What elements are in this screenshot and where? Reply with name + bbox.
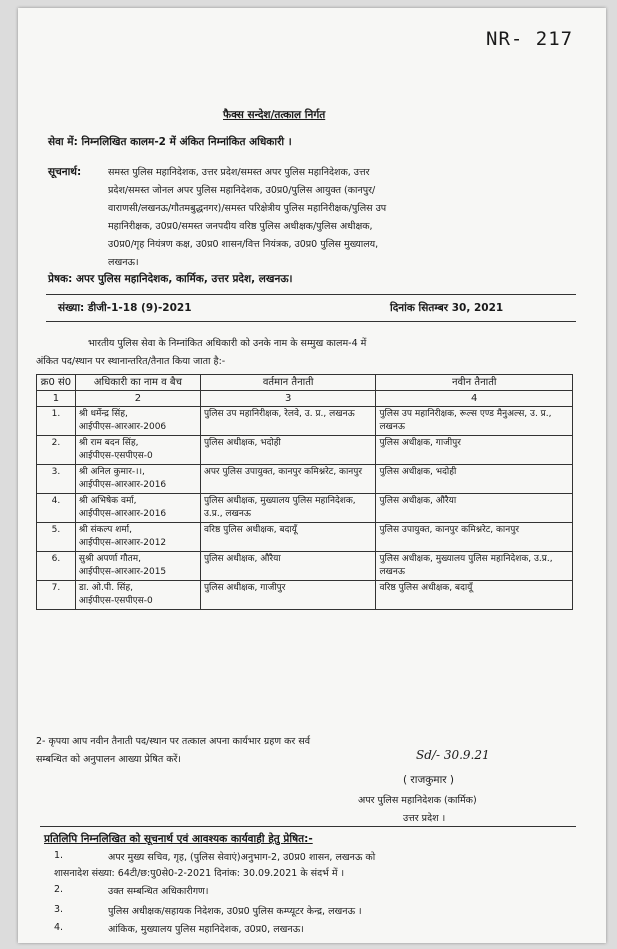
divider: [40, 826, 576, 827]
para2-line: 2- कृपया आप नवीन तैनाती पद/स्थान पर तत्काल अपना कार्यभार ग्रहण कर सर्व: [36, 736, 311, 747]
row-current-posting: पुलिस अधीक्षक, भदोही: [200, 436, 376, 465]
header-new: नवीन तैनाती: [376, 375, 573, 391]
suchnarth-line: वाराणसी/लखनऊ/गौतमबुद्धनगर)/समस्त परिक्षेत्रीय पुलिस महानिरीक्षक/पुलिस उप: [108, 203, 387, 214]
suchnarth-line: प्रदेश/समस्त जोनल अपर पुलिस महानिदेशक, उ0प्र0/पुलिस आयुक्त (कानपुर/: [108, 185, 376, 196]
row-officer: [75, 465, 200, 494]
header-name: अधिकारी का नाम व बैच: [75, 375, 200, 391]
suchnarth-line: महानिरीक्षक, उ0प्र0/समस्त जनपदीय वरिष्ठ पुलिस अधीक्षक/पुलिस अधीक्षक,: [108, 221, 373, 232]
officer-batch: आईपीएस-आरआर-2006: [78, 422, 167, 432]
copy-number: 1.: [54, 850, 64, 861]
suchnarth-line: लखनऊ।: [108, 257, 139, 268]
para2-line: सम्बन्धित को अनुपालन आख्या प्रेषित करें।: [36, 754, 182, 765]
officer-batch: आईपीएस-आरआर-2016: [78, 480, 167, 490]
row-serial: 4.: [37, 494, 76, 523]
reference-number: NR- 217: [486, 28, 574, 50]
signatory-state: उत्तर प्रदेश ।: [403, 813, 446, 824]
row-current-posting: वरिष्ठ पुलिस अधीक्षक, बदायूँ: [200, 523, 376, 552]
seva-me-line: सेवा में: निम्नलिखित कालम-2 में अंकित निम्नांकित अधिकारी ।: [48, 136, 292, 148]
row-new-posting: पुलिस उपायुक्त, कानपुर कमिश्नरेट, कानपुर: [376, 523, 573, 552]
document-heading: फैक्स सन्देश/तत्काल निर्गत: [223, 109, 326, 121]
table-row: [37, 465, 573, 494]
officer-name: श्री धर्मेन्द्र सिंह,: [78, 409, 128, 419]
divider: [46, 294, 576, 295]
document-page: [18, 8, 606, 943]
suchnarth-line: समस्त पुलिस महानिदेशक, उत्तर प्रदेश/समस्त अपर पुलिस महानिदेशक, उत्तर: [108, 167, 370, 178]
copy-heading: प्रतिलिपि निम्नलिखित को सूचनार्थ एवं आवश्यक कार्यवाही हेतु प्रेषित:-: [44, 833, 313, 845]
divider: [46, 321, 576, 322]
row-officer: [75, 494, 200, 523]
table-row: [37, 407, 573, 436]
table-colnum-row: [37, 391, 573, 407]
colnum: 2: [75, 391, 200, 407]
row-officer: [75, 523, 200, 552]
row-serial: 1.: [37, 407, 76, 436]
copy-line: अपर मुख्य सचिव, गृह, (पुलिस सेवाएं)अनुभाग-2, उ0प्र0 शासन, लखनऊ को: [108, 852, 376, 863]
header-serial: क्र0 सं0: [37, 375, 76, 391]
officer-name: डा. ओ.पी. सिंह,: [78, 583, 134, 593]
officer-batch: आईपीएस-आरआर-2016: [78, 509, 167, 519]
row-officer: [75, 552, 200, 581]
row-serial: 2.: [37, 436, 76, 465]
officer-name: श्री राम बदन सिंह,: [78, 438, 139, 448]
table-row: [37, 494, 573, 523]
row-officer: [75, 436, 200, 465]
officer-name: श्री संकल्प शर्मा,: [78, 525, 132, 535]
table-row: [37, 436, 573, 465]
row-officer: [75, 407, 200, 436]
intro-line: अंकित पद/स्थान पर स्थानान्तरित/तैनात किया जाता है:-: [36, 356, 226, 367]
copy-number: 2.: [54, 884, 64, 895]
officer-batch: आईपीएस-एसपीएस-0: [78, 596, 153, 606]
copy-line: उक्त सम्बन्धित अधिकारीगण।: [108, 886, 209, 897]
copy-line: आंकिक, मुख्यालय पुलिस महानिदेशक, उ0प्र0, लखनऊ।: [108, 924, 304, 935]
row-current-posting: पुलिस अधीक्षक, गाजीपुर: [200, 581, 376, 610]
signature-scribble: Sd/- 30.9.21: [416, 748, 490, 762]
suchnarth-label: सूचनार्थ:: [48, 166, 82, 178]
officer-name: श्री अनिल कुमार-।।,: [78, 467, 145, 477]
row-new-posting: पुलिस अधीक्षक, गाजीपुर: [376, 436, 573, 465]
row-new-posting: पुलिस अधीक्षक, औरैया: [376, 494, 573, 523]
copy-number: 3.: [54, 904, 64, 915]
officer-name: सुश्री अपर्णा गौतम,: [78, 554, 141, 564]
row-new-posting: वरिष्ठ पुलिस अधीक्षक, बदायूँ: [376, 581, 573, 610]
posting-table: [36, 374, 573, 610]
copy-line: शासनादेश संख्या: 64टी/छ:पु0से0-2-2021 दिनांक: 30.09.2021 के संदर्भ में ।: [54, 868, 345, 879]
row-officer: [75, 581, 200, 610]
suchnarth-line: उ0प्र0/गृह नियंत्रण कक्ष, उ0प्र0 शासन/वित्त नियंत्रक, उ0प्र0 पुलिस मुख्यालय,: [108, 239, 379, 250]
sankhya: संख्या: डीजी-1-18 (9)-2021: [58, 302, 192, 314]
table-row: [37, 552, 573, 581]
colnum: 4: [376, 391, 573, 407]
row-new-posting: पुलिस उप महानिरीक्षक, रूल्स एण्ड मैनुअल्स, उ. प्र., लखनऊ: [376, 407, 573, 436]
officer-batch: आईपीएस-एसपीएस-0: [78, 451, 153, 461]
table-row: [37, 581, 573, 610]
row-current-posting: पुलिस अधीक्षक, मुख्यालय पुलिस महानिदेशक, उ.प्र., लखनऊ: [200, 494, 376, 523]
colnum: 1: [37, 391, 76, 407]
header-current: वर्तमान तैनाती: [200, 375, 376, 391]
signatory-designation: अपर पुलिस महानिदेशक (कार्मिक): [358, 795, 477, 806]
officer-name: श्री अभिषेक वर्मा,: [78, 496, 137, 506]
row-current-posting: अपर पुलिस उपायुक्त, कानपुर कमिश्नरेट, कानपुर: [200, 465, 376, 494]
row-serial: 7.: [37, 581, 76, 610]
officer-batch: आईपीएस-आरआर-2015: [78, 567, 167, 577]
row-serial: 3.: [37, 465, 76, 494]
table-row: [37, 523, 573, 552]
row-new-posting: पुलिस अधीक्षक, मुख्यालय पुलिस महानिदेशक, उ.प्र., लखनऊ: [376, 552, 573, 581]
row-serial: 6.: [37, 552, 76, 581]
colnum: 3: [200, 391, 376, 407]
dinank: दिनांक सितम्बर 30, 2021: [390, 302, 504, 314]
officer-batch: आईपीएस-आरआर-2012: [78, 538, 167, 548]
intro-line: भारतीय पुलिस सेवा के निम्नांकित अधिकारी को उनके नाम के सम्मुख कालम-4 में: [88, 338, 367, 349]
copy-line: पुलिस अधीक्षक/सहायक निदेशक, उ0प्र0 पुलिस कम्प्यूटर केन्द्र, लखनऊ ।: [108, 906, 362, 917]
copy-number: 4.: [54, 922, 64, 933]
row-current-posting: पुलिस अधीक्षक, औरैया: [200, 552, 376, 581]
row-serial: 5.: [37, 523, 76, 552]
row-current-posting: पुलिस उप महानिरीक्षक, रेलवे, उ. प्र., लखनऊ: [200, 407, 376, 436]
preshak-line: प्रेषक: अपर पुलिस महानिदेशक, कार्मिक, उत्तर प्रदेश, लखनऊ।: [48, 273, 293, 285]
signatory-name: ( राजकुमार ): [403, 774, 455, 786]
row-new-posting: पुलिस अधीक्षक, भदोही: [376, 465, 573, 494]
table-header-row: [37, 375, 573, 391]
